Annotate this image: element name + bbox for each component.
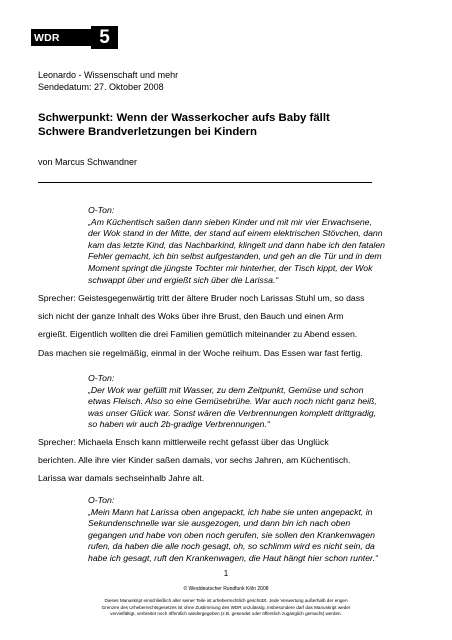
quote-line: so haben wir auch 2b-gradige Verbrennungen.“ (88, 419, 270, 430)
quote-block-3 (88, 495, 388, 565)
speaker-line: berichten. Alle ihre vier Kinder saßen damals, vor sechs Jahren, am Küchentisch. (38, 455, 351, 466)
quote-line: gegangen und habe von oben noch gerufen, sie sollen den Krankenwagen (88, 529, 375, 540)
author-line: von Marcus Schwandner (38, 157, 138, 167)
footer-line: Dieses Manuskript einschließlich aller seiner Teile ist urheberrechtlich geschützt. Jede Verwertung außerhalb der engen (104, 598, 348, 603)
quote-block-1 (88, 205, 388, 286)
quote-label: O-Ton: (88, 495, 115, 505)
quote-line: schwappt über und ergießt sich über die Larissa.“ (88, 274, 279, 285)
program-name: Leonardo - Wissenschaft und mehr (38, 70, 179, 80)
quote-line: rufen, da haben die alle noch gesagt, oh, so schlimm wird es nicht sein, da (88, 541, 375, 552)
speaker-line: ergießt. Eigentlich wollten die drei Familien gemütlich miteinander zu Abend essen. (38, 329, 358, 340)
page-number: 1 (223, 569, 229, 578)
broadcast-meta (38, 69, 178, 93)
footer-line: vervielfältigt, verbreitet noch öffentlich wiedergegeben (z.B. gesendet oder öffentlich zugänglich gemacht) werden. (110, 611, 342, 616)
footer-copyright: © Westdeutscher Rundfunk Köln 2008 (183, 586, 269, 592)
logo-number: 5 (91, 26, 118, 49)
quote-line: der Wok stand in der Mitte, der stand auf einem elektrischen Stövchen, dann (88, 228, 383, 239)
quote-line: etwas Fleisch. Also so eine Gemüsebrühe. War auch noch nicht ganz heiß, (88, 396, 377, 407)
divider (38, 182, 372, 183)
quote-line: Fehler gemacht, ich bin selbst aufgestanden, und geh an die Tür und in dem (88, 251, 382, 262)
logo-brand: WDR (34, 31, 60, 44)
quote-line: Sekundenschnelle war sie ausgezogen, und dann bin ich nach oben (88, 518, 351, 529)
broadcast-date: Sendedatum: 27. Oktober 2008 (38, 82, 164, 92)
quote-line: habe ich gesagt, ruft den Krankenwagen, die Haut hängt hier schon runter.“ (88, 552, 378, 563)
quote-line: „Mein Mann hat Larissa oben angepackt, ich habe sie unten angepackt, in (88, 506, 373, 517)
quote-line: kam das letzte Kind, das Nachbarkind, klingelt und dann habe ich den fatalen (88, 239, 386, 250)
speaker-paragraph-1 (38, 289, 388, 362)
speaker-line: sich nicht der ganze Inhalt des Woks über ihre Brust, den Bauch und einen Arm (38, 311, 344, 322)
quote-block-2 (88, 373, 388, 431)
speaker-line: Sprecher: Michaela Ensch kann mittlerweile recht gefasst über das Unglück (38, 437, 329, 447)
speaker-paragraph-2 (38, 433, 388, 488)
footer-legal (30, 598, 422, 618)
title-line-2: Schwere Brandverletzungen bei Kindern (38, 126, 258, 138)
title-line-1: Schwerpunkt: Wenn der Wasserkocher aufs Baby fällt (38, 112, 330, 124)
speaker-line: Das machen sie regelmäßig, einmal in der Woche reihum. Das Essen war fast fertig. (38, 347, 363, 358)
speaker-line: Sprecher: Geistesgegenwärtig tritt der ältere Bruder noch Larissas Stuhl um, so dass (38, 293, 365, 303)
quote-label: O-Ton: (88, 373, 115, 383)
wdr5-logo (31, 29, 118, 46)
quote-label: O-Ton: (88, 205, 115, 215)
quote-line: was unser Glück war. Sonst wären die Verbrennungen komplett drittgradig, (88, 407, 377, 418)
quote-line: Moment springt die jüngste Tochter mir hinterher, der Tisch kippt, der Wok (88, 262, 373, 273)
document-title (38, 111, 438, 139)
speaker-line: Larissa war damals sechseinhalb Jahre alt. (38, 473, 205, 484)
quote-line: „Der Wok war gefüllt mit Wasser, zu dem Zeitpunkt, Gemüse und schon (88, 384, 364, 395)
quote-line: „Am Küchentisch saßen dann sieben Kinder und mit mir vier Erwachsene, (88, 216, 372, 227)
footer-line: Grenzen des Urheberrechtsgesetzes ist ohne Zustimmung des WDR unzulässig. Insbesondere darf das Manuskript weder (101, 604, 351, 610)
